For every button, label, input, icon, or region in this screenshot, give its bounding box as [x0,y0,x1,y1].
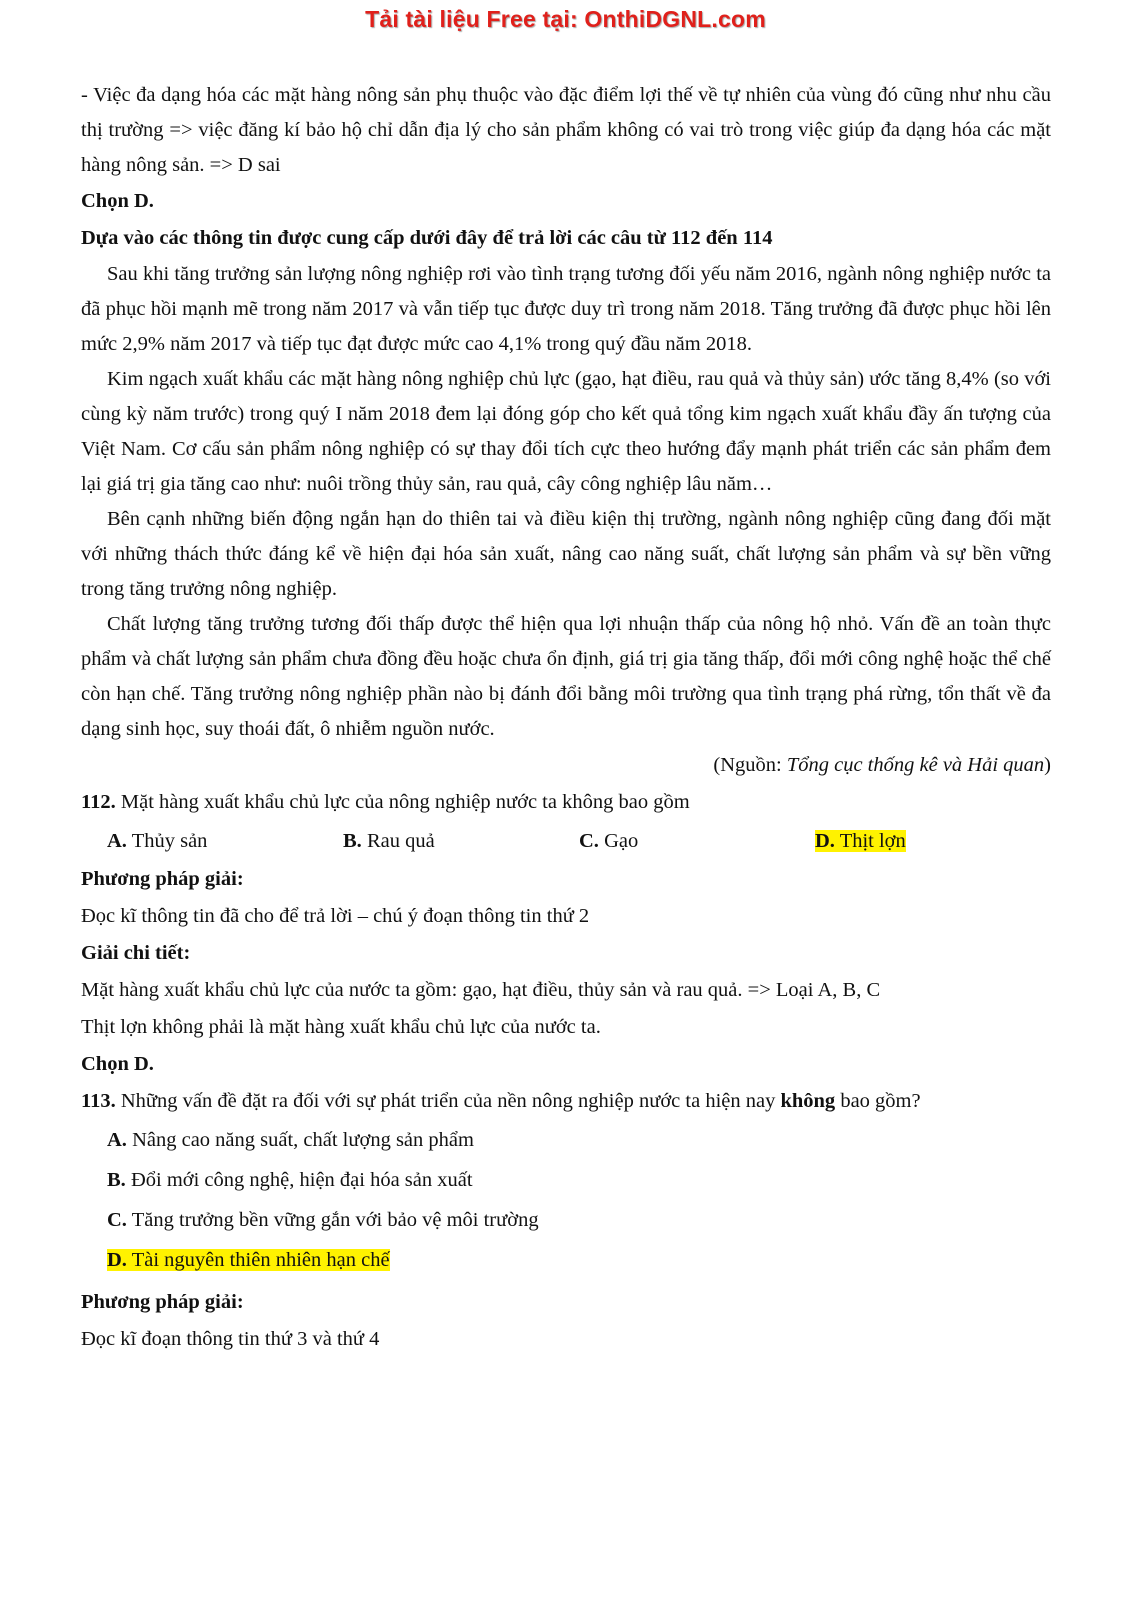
question-112-options [81,821,1051,861]
document-body [81,78,1051,1358]
option-b: B. Đổi mới công nghệ, hiện đại hóa sản xuất [107,1169,473,1191]
question-113: 113. Những vấn đề đặt ra đối với sự phát triển của nền nông nghiệp nước ta hiện nay không bao gồm? [81,1090,921,1112]
option-a: A. Nâng cao năng suất, chất lượng sản phẩm [107,1129,474,1151]
option-c: C. Tăng trưởng bền vững gắn với bảo vệ môi trường [107,1209,539,1231]
passage-source: (Nguồn: Tổng cục thống kê và Hải quan) [713,754,1051,776]
method-text: Đọc kĩ đoạn thông tin thứ 3 và thứ 4 [81,1328,380,1350]
method-label: Phương pháp giải: [81,868,244,890]
intro-answer: Chọn D. [81,190,154,212]
method-label: Phương pháp giải: [81,1291,244,1313]
passage-heading: Dựa vào các thông tin được cung cấp dưới đây để trả lời các câu từ 112 đến 114 [81,227,773,249]
question-112: 112. Mặt hàng xuất khẩu chủ lực của nông nghiệp nước ta không bao gồm [81,791,690,813]
option-a: A. Thủy sản [107,830,208,852]
option-c: C. Gạo [579,830,639,852]
option-b: B. Rau quả [343,830,435,852]
detail-line-1: Mặt hàng xuất khẩu chủ lực của nước ta gồm: gạo, hạt điều, thủy sản và rau quả. => Loại A, B, C [81,979,881,1001]
passage-paragraph-4: Chất lượng tăng trưởng tương đối thấp được thể hiện qua lợi nhuận thấp của nông hộ nhỏ. Vấn đề an toàn thực phẩm và chất lượng sản phẩm chưa đồng đều hoặc chưa ổn định, giá trị gia tăng thấp, đổi mới công nghệ hoặc thể chế còn hạn chế. Tăng trưởng nông nghiệp phần nào bị đánh đổi bằng môi trường qua tình trạng phá rừng, tổn thất về đa dạng sinh học, suy thoái đất, ô nhiễm nguồn nước. [81,613,1051,740]
passage-paragraph-1: Sau khi tăng trưởng sản lượng nông nghiệp rơi vào tình trạng tương đối yếu năm 2016, ngành nông nghiệp nước ta đã phục hồi mạnh mẽ trong năm 2017 và vẫn tiếp tục được duy trì trong năm 2018. Tăng trưởng đã được phục hồi lên mức 2,9% năm 2017 và tiếp tục đạt được mức cao 4,1% trong quý đầu năm 2018. [81,263,1051,355]
option-d-correct: D. Thịt lợn [815,830,906,852]
passage-paragraph-2: Kim ngạch xuất khẩu các mặt hàng nông nghiệp chủ lực (gạo, hạt điều, rau quả và thủy sản) ước tăng 8,4% (so với cùng kỳ năm trước) trong quý I năm 2018 đem lại đóng góp cho kết quả tổng kim ngạch xuất khẩu đầy ấn tượng của Việt Nam. Cơ cấu sản phẩm nông nghiệp có sự thay đổi tích cực theo hướng đẩy mạnh phát triển các sản phẩm đem lại giá trị gia tăng cao như: nuôi trồng thủy sản, rau quả, cây công nghiệp lâu năm… [81,368,1051,495]
intro-paragraph: - Việc đa dạng hóa các mặt hàng nông sản phụ thuộc vào đặc điểm lợi thế về tự nhiên của vùng đó cũng như nhu cầu thị trường => việc đăng kí bảo hộ chỉ dẫn địa lý cho sản phẩm không có vai trò trong việc giúp đa dạng hóa các mặt hàng nông sản. => D sai [81,84,1051,176]
answer-112: Chọn D. [81,1053,154,1075]
detail-line-2: Thịt lợn không phải là mặt hàng xuất khẩu chủ lực của nước ta. [81,1016,601,1038]
site-header-link[interactable]: Tải tài liệu Free tại: OnthiDGNL.com [365,6,766,32]
method-text: Đọc kĩ thông tin đã cho để trả lời – chú ý đoạn thông tin thứ 2 [81,905,590,927]
passage-paragraph-3: Bên cạnh những biến động ngắn hạn do thiên tai và điều kiện thị trường, ngành nông nghiệp cũng đang đối mặt với những thách thức đáng kể về hiện đại hóa sản xuất, nâng cao năng suất, chất lượng sản phẩm và sự bền vững trong tăng trưởng nông nghiệp. [81,508,1051,600]
detail-label: Giải chi tiết: [81,942,191,964]
option-d-correct: D. Tài nguyên thiên nhiên hạn chế [107,1249,390,1271]
